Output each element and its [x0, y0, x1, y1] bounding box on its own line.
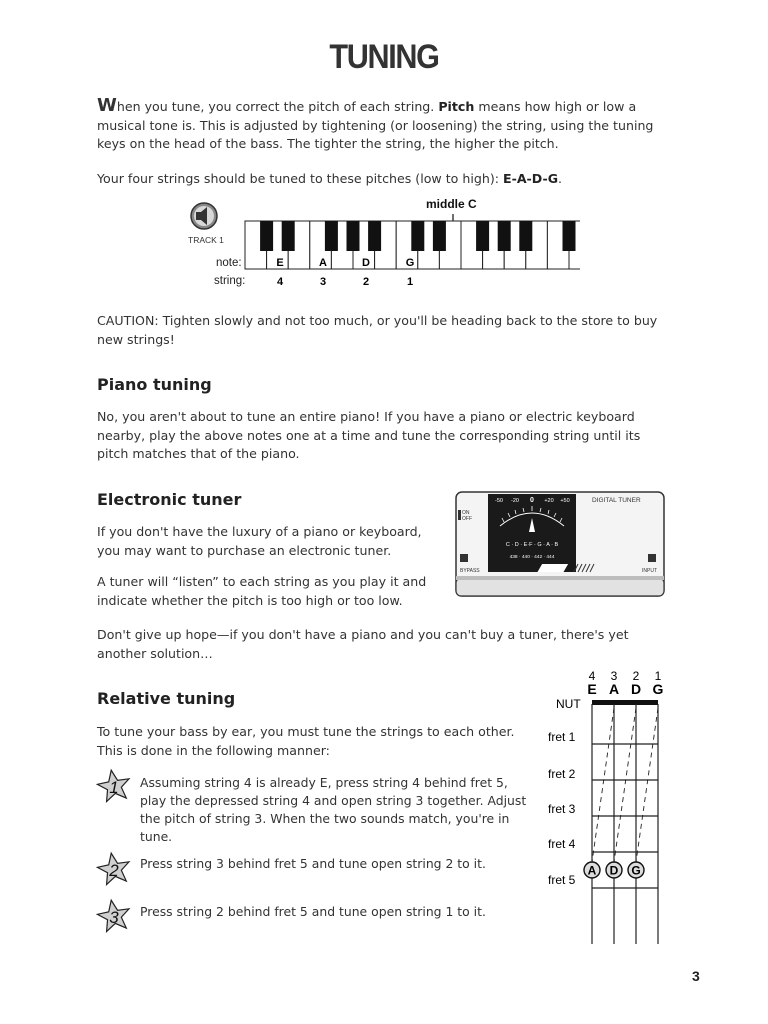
caution-paragraph: CAUTION: Tighten slowly and not too much, or you'll be heading back to the store to buy new strings!	[97, 313, 658, 347]
electronic-tuner-text-2: A tuner will “listen” to each string as you play it and indicate whether the pitch is too high or too low.	[97, 574, 427, 608]
black-key	[498, 221, 511, 251]
fret5-marker-a	[584, 862, 600, 878]
fret-string-number-1: 1	[654, 669, 662, 683]
string-row-label: string:	[214, 275, 246, 287]
note-row-label: note:	[216, 257, 242, 269]
tuner-scale-minus50: -50	[495, 498, 503, 504]
page-number: 3	[692, 968, 700, 984]
nut-label: NUT	[556, 697, 581, 711]
nut	[592, 700, 658, 705]
speaker-icon[interactable]	[191, 203, 217, 229]
fret-string-note-d: D	[630, 681, 642, 697]
tuner-on-label: ON	[462, 510, 470, 516]
intro-paragraph	[97, 97, 673, 154]
black-key	[347, 221, 360, 251]
tuner-bypass-label: BYPASS	[460, 568, 480, 574]
fret-string-number-2: 2	[632, 669, 640, 683]
black-key	[563, 221, 576, 251]
relative-tuning-heading: Relative tuning	[97, 689, 236, 708]
svg-text:A: A	[587, 863, 597, 878]
fret-string-number-3: 3	[610, 669, 618, 683]
string-number-2: 2	[362, 276, 370, 288]
pitches-paragraph	[97, 170, 673, 189]
black-key	[476, 221, 489, 251]
step-2-number: 2	[109, 861, 119, 880]
page-title: TUNING	[329, 38, 439, 76]
fret5-marker-d	[606, 862, 622, 878]
note-label-g: G	[405, 257, 415, 269]
step-2-text: Press string 3 behind fret 5 and tune open string 2 to it.	[140, 856, 486, 871]
keyboard-figure	[180, 190, 580, 300]
fret5-marker-g	[628, 862, 644, 878]
string-number-4: 4	[276, 276, 284, 288]
pitches-bold: E-A-D-G	[502, 171, 559, 186]
relative-tuning-intro: To tune your bass by ear, you must tune the strings to each other. This is done in the following manner:	[97, 724, 515, 758]
fret-string-note-a: A	[608, 681, 620, 697]
fret-string-number-4: 4	[588, 669, 596, 683]
black-key	[433, 221, 446, 251]
piano-tuning-text: No, you aren't about to tune an entire piano! If you have a piano or electric keyboard nearby, play the above notes one at a time and tune the corresponding string until its pitch matches that of the piano.	[97, 409, 641, 461]
step-3-text: Press string 2 behind fret 5 and tune open string 1 to it.	[140, 904, 486, 919]
tuner-display	[488, 494, 576, 572]
fret-string-note-g: G	[652, 681, 664, 697]
intro-text-1: hen you tune, you correct the pitch of each string.	[116, 99, 439, 114]
step-2-star-icon	[94, 849, 134, 889]
tuner-input-label: INPUT	[642, 568, 657, 574]
note-label-a: A	[319, 257, 327, 269]
input-jack[interactable]	[648, 554, 656, 562]
svg-text:G: G	[631, 863, 641, 878]
step-1-star-icon	[94, 766, 134, 806]
black-key	[282, 221, 295, 251]
black-key	[325, 221, 338, 251]
string-number-1: 1	[406, 276, 414, 288]
piano-tuning-heading: Piano tuning	[97, 375, 212, 394]
drop-cap: W	[97, 95, 117, 116]
fret-5-label: fret 5	[548, 873, 576, 887]
string-number-3: 3	[319, 276, 327, 288]
black-key	[368, 221, 381, 251]
svg-text:D: D	[609, 863, 619, 878]
tuner-notes-row: C · D · E·F · G · A · B	[505, 542, 559, 548]
fretboard-diagram	[540, 664, 680, 948]
black-key	[519, 221, 532, 251]
step-3-number: 3	[109, 908, 119, 927]
track-label: TRACK 1	[188, 235, 224, 245]
step-1-text: Assuming string 4 is already E, press string 4 behind fret 5, play the depressed string 4 and open string 3 together. Adjust the pitch of string 3. When the two sounds match, you're in tune.	[140, 775, 527, 844]
pitch-term: Pitch	[438, 99, 475, 114]
note-label-d: D	[362, 257, 370, 269]
electronic-tuner-heading: Electronic tuner	[97, 490, 242, 509]
another-solution-paragraph: Don't give up hope—if you don't have a piano and you can't buy a tuner, there's yet another solution…	[97, 627, 629, 661]
black-key	[411, 221, 424, 251]
tuner-scale-plus50: +50	[560, 498, 570, 504]
tuner-freq-row: 438 · 440 · 442 · 444	[509, 555, 555, 560]
pitches-text: Your four strings should be tuned to these pitches (low to high):	[97, 171, 503, 186]
fret-4-label: fret 4	[548, 837, 576, 851]
fret-string-note-e: E	[587, 681, 597, 697]
tuner-scale-minus20: -20	[511, 498, 519, 504]
note-label-e: E	[276, 257, 284, 269]
bypass-jack[interactable]	[460, 554, 468, 562]
black-key	[260, 221, 273, 251]
digital-tuner-illustration	[452, 488, 668, 602]
fret-2-label: fret 2	[548, 767, 576, 781]
electronic-tuner-text-1: If you don't have the luxury of a piano or keyboard, you may want to purchase an electronic tuner.	[97, 524, 422, 558]
power-switch[interactable]	[458, 510, 461, 520]
pitches-end: .	[558, 171, 563, 186]
tuner-off-label: OFF	[462, 516, 472, 522]
fret-lines	[592, 704, 658, 944]
tuner-scale-zero: 0	[530, 497, 534, 504]
tuner-brand-label: DIGITAL TUNER	[592, 497, 641, 504]
fret-1-label: fret 1	[548, 730, 576, 744]
step-1-number: 1	[109, 778, 119, 797]
tuner-scale-plus20: +20	[544, 498, 554, 504]
fret-3-label: fret 3	[548, 802, 576, 816]
intro-text-2: means how high or low a musical tone is. This is adjusted by tightening (or loosening) the string, using the tuning keys on the head of the bass. The tighter the string, the higher the pitch.	[97, 99, 654, 151]
step-3-star-icon	[94, 896, 134, 936]
middle-c-label: middle C	[426, 197, 477, 211]
